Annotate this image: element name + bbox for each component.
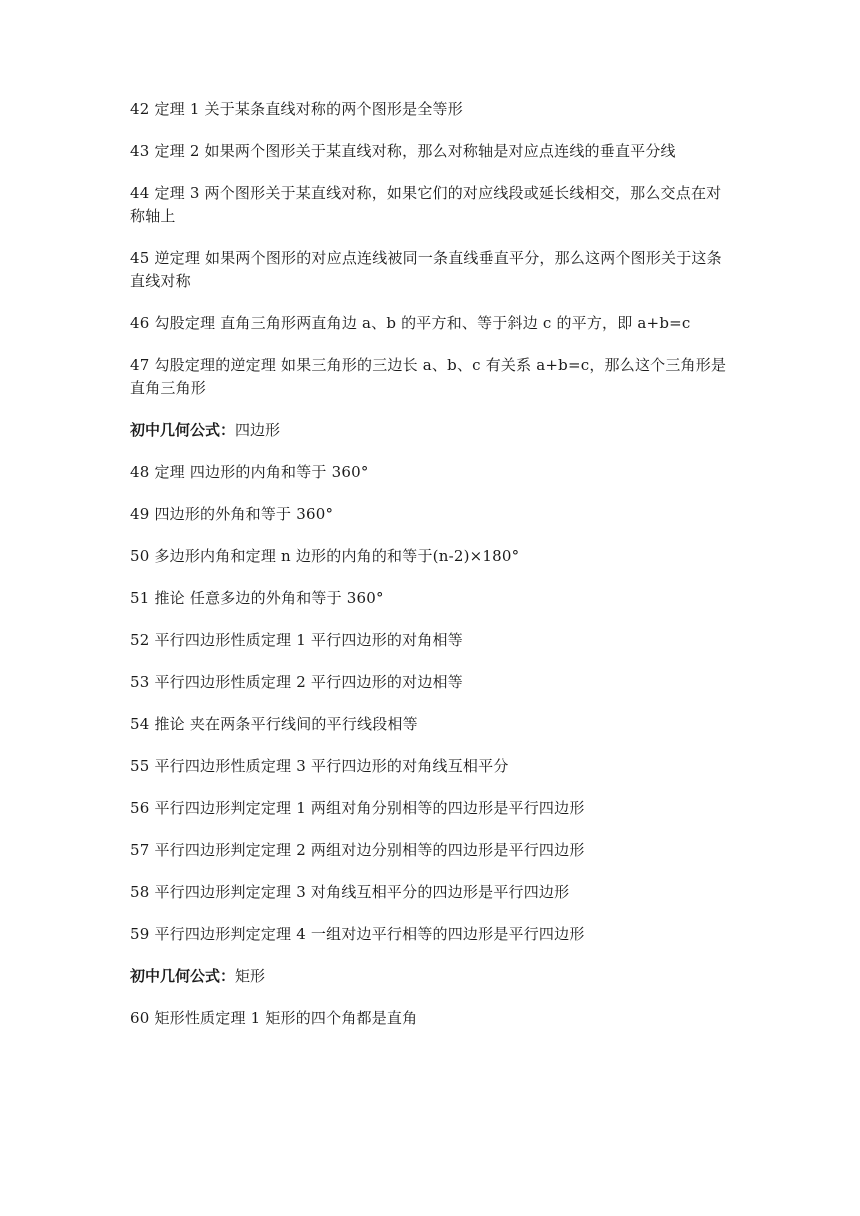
theorem-56: 56 平行四边形判定定理 1 两组对角分别相等的四边形是平行四边形 <box>130 799 585 817</box>
section-heading-label: 初中几何公式： <box>130 421 236 439</box>
theorem-60: 60 矩形性质定理 1 矩形的四个角都是直角 <box>130 1009 418 1027</box>
theorem-43: 43 定理 2 如果两个图形关于某直线对称，那么对称轴是对应点连线的垂直平分线 <box>130 142 676 160</box>
theorem-47: 47 勾股定理的逆定理 如果三角形的三边长 a、b、c 有关系 a+b=c，那么这个三角形是直角三角形 <box>130 356 727 397</box>
section-heading-quadrilateral <box>130 419 730 442</box>
theorem-58: 58 平行四边形判定定理 3 对角线互相平分的四边形是平行四边形 <box>130 883 570 901</box>
theorem-53: 53 平行四边形性质定理 2 平行四边形的对边相等 <box>130 673 463 691</box>
theorem-51: 51 推论 任意多边的外角和等于 360° <box>130 589 384 607</box>
theorem-57: 57 平行四边形判定定理 2 两组对边分别相等的四边形是平行四边形 <box>130 841 585 859</box>
section-heading-rectangle <box>130 965 730 988</box>
theorem-49: 49 四边形的外角和等于 360° <box>130 505 334 523</box>
theorem-59: 59 平行四边形判定定理 4 一组对边平行相等的四边形是平行四边形 <box>130 925 585 943</box>
theorem-50: 50 多边形内角和定理 n 边形的内角的和等于(n-2)×180° <box>130 547 520 565</box>
section-heading-topic: 矩形 <box>235 967 266 985</box>
theorem-48: 48 定理 四边形的内角和等于 360° <box>130 463 369 481</box>
theorem-42: 42 定理 1 关于某条直线对称的两个图形是全等形 <box>130 100 463 118</box>
theorem-52: 52 平行四边形性质定理 1 平行四边形的对角相等 <box>130 631 463 649</box>
theorem-46: 46 勾股定理 直角三角形两直角边 a、b 的平方和、等于斜边 c 的平方，即 a+b=c <box>130 314 691 332</box>
section-heading-label: 初中几何公式： <box>130 967 236 985</box>
theorem-45: 45 逆定理 如果两个图形的对应点连线被同一条直线垂直平分，那么这两个图形关于这条直线对称 <box>130 249 722 290</box>
section-heading-topic: 四边形 <box>235 421 281 439</box>
document-page <box>130 98 730 1049</box>
theorem-44: 44 定理 3 两个图形关于某直线对称，如果它们的对应线段或延长线相交，那么交点在对称轴上 <box>130 184 722 225</box>
theorem-55: 55 平行四边形性质定理 3 平行四边形的对角线互相平分 <box>130 757 509 775</box>
theorem-54: 54 推论 夹在两条平行线间的平行线段相等 <box>130 715 418 733</box>
